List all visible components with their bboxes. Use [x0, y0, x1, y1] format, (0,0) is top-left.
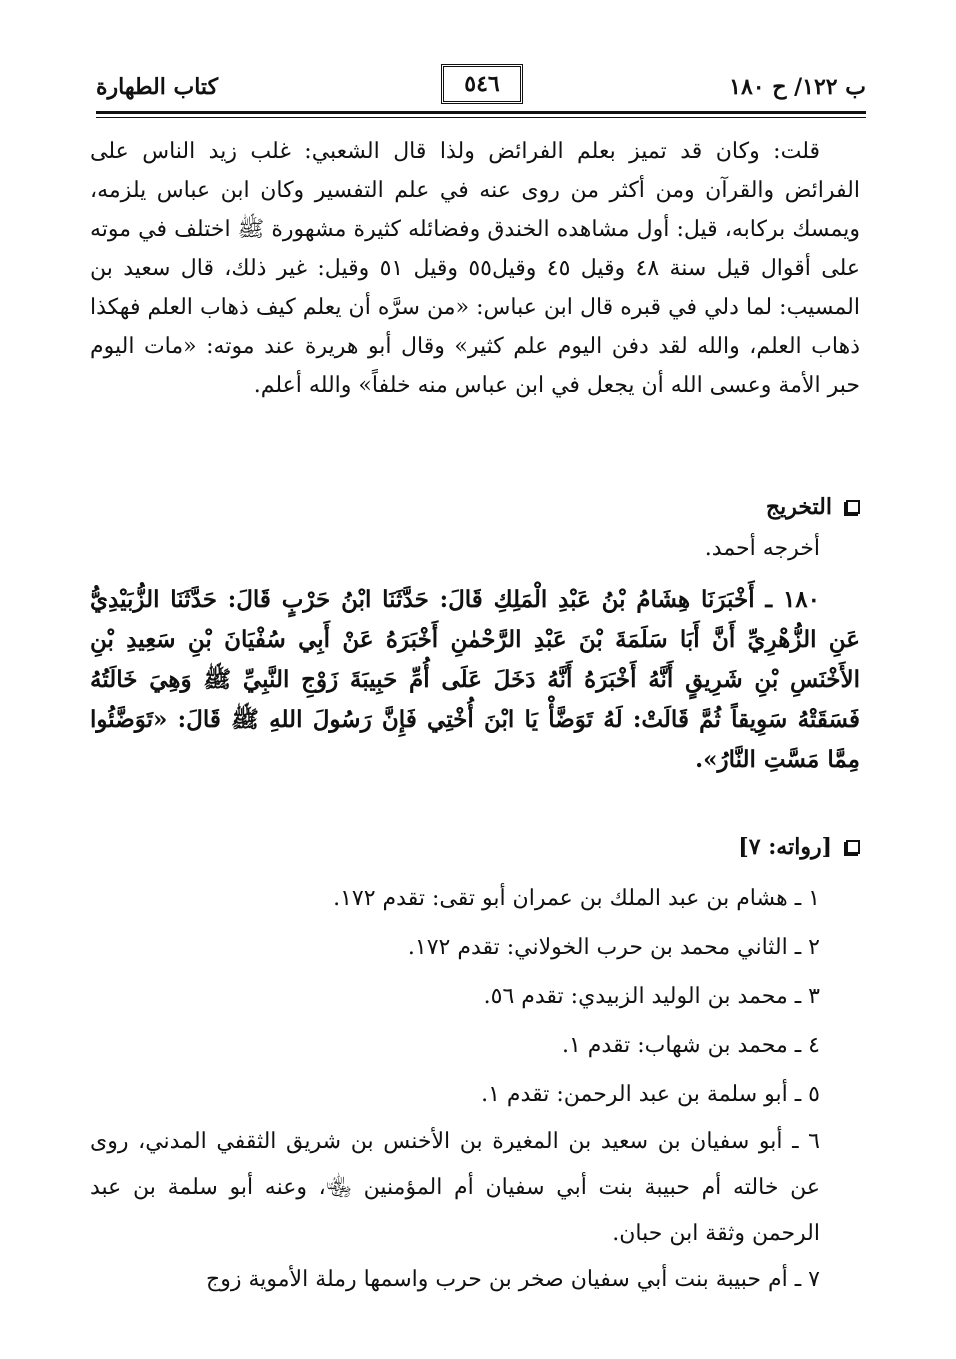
narrator-item: ٢ ـ الثاني محمد بن حرب الخولاني: تقدم ١٧٢. [407, 935, 820, 960]
intro-paragraph [90, 132, 860, 405]
header-rule-thin [96, 117, 866, 118]
hadith-reference: ب ١٢٢/ ح ١٨٠ [729, 74, 866, 100]
page-header [96, 64, 866, 108]
page-number-badge: ٥٤٦ [441, 64, 523, 104]
narrator-item: ٤ ـ محمد بن شهاب: تقدم ١. [561, 1033, 820, 1058]
book-title: كتاب الطهارة [96, 74, 219, 100]
checkbox-square-icon [846, 840, 860, 854]
narrator-item: ٥ ـ أبو سلمة بن عبد الرحمن: تقدم ١. [481, 1082, 820, 1107]
header-rule-thick [96, 111, 866, 114]
takhrij-heading [90, 494, 860, 520]
narrators-list [90, 874, 860, 1303]
takhrij-heading-text: التخريج [765, 494, 832, 520]
hadith-text: ١٨٠ ـ أَخْبَرَنَا هِشَامُ بْنُ عَبْدِ الْمَلِكِ قَالَ: حَدَّثَنَا ابْنُ حَرْبٍ قَالَ: حَدَّثَنَا الزُّبَيْدِيُّ عَنِ الزُّهْرِيِّ أَنَّ أَبَا سَلَمَةَ بْنَ عَبْدِ الرَّحْمٰنِ أَخْبَرَهُ عَنْ أَبِي سُفْيَانَ بْنِ سَعِيدِ بْنِ الأَخْنَسِ بْنِ شَرِيقٍ أَنَّهُ أَخْبَرَهُ أَنَّهُ دَخَلَ عَلَى أُمِّ حَبِيبَةَ زَوْجِ النَّبِيِّ ﷺ وَهِيَ خَالَتُهُ فَسَقَتْهُ سَوِيقاً ثُمَّ قَالَتْ: لَهُ تَوَضَّأْ يَا ابْنَ أُخْتِي فَإِنَّ رَسُولَ اللهِ ﷺ قَالَ: «تَوَضَّئُوا مِمَّا مَسَّتِ النَّارُ». [90, 586, 861, 773]
checkbox-square-icon [846, 500, 860, 514]
narrators-heading [90, 834, 860, 860]
narrator-item: ٦ ـ أبو سفيان بن سعيد بن المغيرة بن الأخنس بن شريق الثقفي المدني، روى عن خالته أم حبيبة بنت أبي سفيان أم المؤمنين ﵄، وعنه أبو سلمة بن عبد الرحمن وثقة ابن حبان. [90, 1129, 820, 1246]
takhrij-text: أخرجه أحمد. [704, 536, 820, 561]
intro-paragraph-text: قلت: وكان قد تميز بعلم الفرائض ولذا قال الشعبي: غلب زيد الناس على الفرائض والقرآن ومن أكثر من روى عنه في علم التفسير وكان ابن عباس يلزمه، ويمسك بركابه، قيل: أول مشاهده الخندق وفضائله كثيرة مشهورة ﷺ اختلف في موته على أقوال قيل سنة ٤٨ وقيل ٤٥ وقيل٥٥ وقيل ٥١ وقيل: غير ذلك، قال سعيد بن المسيب: لما دلي في قبره قال ابن عباس: «من سرَّه أن يعلم كيف ذهاب العلم فهكذا ذهاب العلم، والله لقد دفن اليوم علم كثير» وقال أبو هريرة عند موته: «مات اليوم حبر الأمة وعسى الله أن يجعل في ابن عباس منه خلفاً» والله أعلم. [90, 139, 860, 398]
narrator-item: ٣ ـ محمد بن الوليد الزبيدي: تقدم ٥٦. [483, 984, 820, 1009]
narrators-heading-text: [رواته: ٧] [738, 834, 832, 860]
narrator-item: ١ ـ هشام بن عبد الملك بن عمران أبو تقى: تقدم ١٧٢. [333, 886, 820, 911]
narrator-item: ٧ ـ أم حبيبة بنت أبي سفيان صخر بن حرب واسمها رملة الأموية زوج [206, 1267, 820, 1292]
